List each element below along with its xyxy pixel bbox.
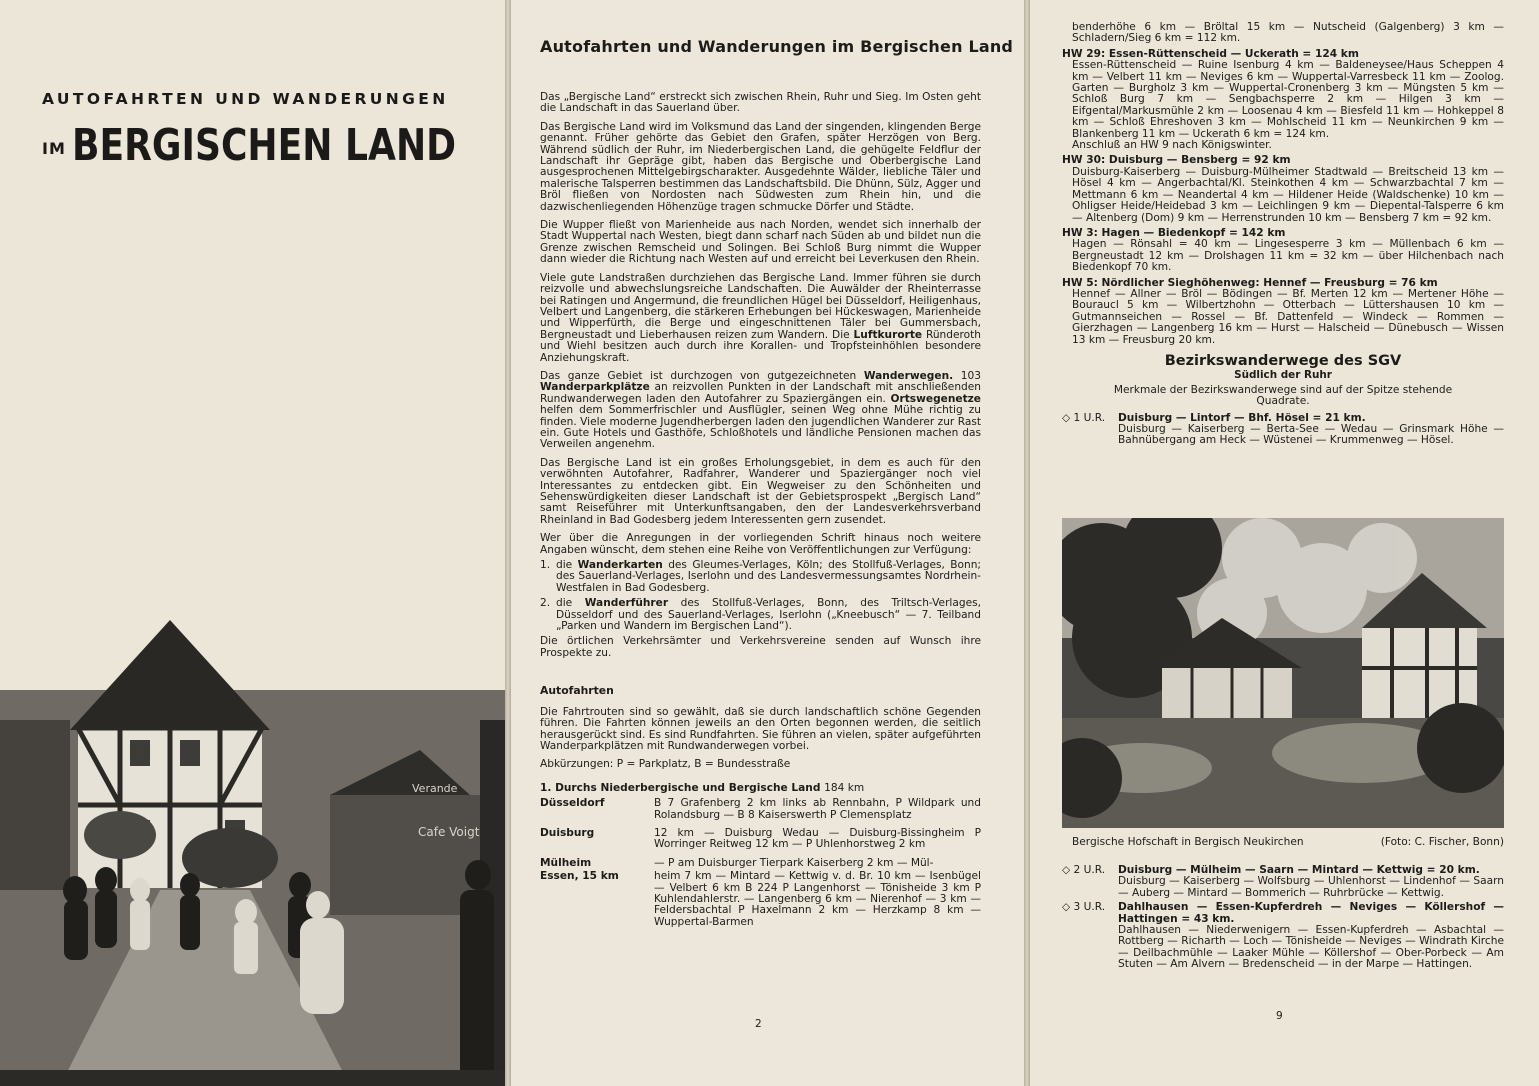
hw-entry: HW 30: Duisburg — Bensberg = 92 km Duisburg-Kaiserberg — Duisburg-Mülheimer Stadtwald — Breitscheid 13 km — Hösel 4 km — Angerbachtal/Kl. Steinkothen 4 km — Schwarzbachtal 7 km — Mettmann 6 km — Neandertal 4 km — Hildener Heide (Waldschenke) 10 km — Ohligser Heide/Heidebad 3 km — Leichlingen 9 km — Diepental-Talsperre 6 km — Altenberg (Dom) 9 km — Herrenstrunden 10 km — Bensberg 7 km = 92 km. — [1062, 154, 1504, 224]
page-9 — [1030, 0, 1539, 1086]
route-1-title: 1. Durchs Niederbergische und Bergische Land 184 km — [540, 781, 865, 794]
intro-paragraph-4: Viele gute Landstraßen durchziehen das Bergische Land. Immer führen sie durch reizvolle und abwechslungsreiche Landschaften. Die Auwälder der Rheinterrasse bei Ratingen und Angermund, die freundlichen Hügel bei Düsseldorf, Heiligenhaus, Velbert und Langenberg, die stärkeren Erhebungen bei Hückeswagen, Marienheide und Wipperfürth, die Berge und eingeschnittenen Täler bei Gummersbach, Bergneustadt und Lieberhausen reizen zum Wandern. Die Luftkurorte Ründeroth und Wiehl besitzen auch durch ihre Korallen- und Tropfsteinhöhlen besondere Anziehungskraft. — [540, 271, 981, 364]
intro-paragraph-2: Das Bergische Land wird im Volksmund das Land der singenden, klingenden Berge genannt. Früher gehörte das Gebiet den Grafen, später Herzögen von Berg. Während südlich der Ruhr, im Niederbergischen Land, die gehügelte Feldflur der Landschaft ihr Gepräge gibt, haben das Bergische und Oberbergische Land ausgesprochenen Mittelgebirgscharakter. Ausgedehnte Wälder, liebliche Täler und malerische Talsperren bestimmen das Landschaftsbild. Die Dhünn, Sülz, Agger und Bröl fließen von Nordosten nach Südwesten zum Rhein hin, und die dazwischenliegenden Höhenzüge tragen schmucke Dörfer und Städte. — [540, 120, 981, 213]
sgv-subheading: Südlich der Ruhr — [1234, 369, 1332, 382]
hofschaft-photo — [1062, 518, 1504, 828]
page-number: 2 — [755, 1018, 762, 1030]
photo-caption: Bergische Hofschaft in Bergisch Neukirchen — [1072, 836, 1304, 848]
ur-entry: ◇ 1 U.R. Duisburg — Lintorf — Bhf. Hösel = 21 km. Duisburg — Kaiserberg — Berta-See — Wedau — Grinsmark Höhe — Bahnübergang am Heck — Wüstenei — Krummenweg — Hösel. — [1062, 411, 1504, 447]
page-number: 9 — [1276, 1010, 1283, 1022]
route-location: Düsseldorf — [540, 797, 605, 810]
autofahrten-paragraph: Die Fahrtrouten sind so gewählt, daß sie durch landschaftlich schöne Gegenden führen. Die Fahrten können jeweils an den Orten begonnen werden, die seitlich herausgerückt sind. Es sind Rundfahrten. Sie führen an vielen, später aufgeführten Wanderparkplätzen mit Rundwanderwegen vorbei. — [540, 705, 981, 752]
route-description: B 7 Grafenberg 2 km links ab Rennbahn, P Wildpark und Rolandsburg — B 8 Kaiserswerth P Clemensplatz — [654, 797, 981, 821]
route-1-table — [540, 798, 981, 928]
photo-caption-row — [1072, 836, 1504, 848]
route-location: Mülheim — [540, 856, 592, 869]
list-item: 2. die Wanderführer des Stollfuß-Verlages, Bonn, des Triltsch-Verlages, Düsseldorf und des Sauerland-Verlages, Iserlohn („Kneebusch“ — 7. Teilband „Parken und Wandern im Bergischen Land“). — [540, 597, 981, 633]
list-item: 1. die Wanderkarten des Gleumes-Verlages, Köln; des Stollfuß-Verlages, Bonn; des Sauerland-Verlages, Iserlohn und des Landesvermessungsamtes Nordrhein-Westfalen in Bad Godesberg. — [540, 559, 981, 594]
route-description: — P am Duisburger Tierpark Kaiserberg 2 km — Mül- — [654, 856, 934, 869]
cover-title — [42, 120, 505, 171]
cover-photo — [0, 600, 505, 1086]
cover-title-prefix: IM — [42, 139, 66, 158]
intro-paragraph-8: Die örtlichen Verkehrsämter und Verkehrsvereine senden auf Wunsch ihre Prospekte zu. — [540, 635, 981, 659]
intro-paragraph-1: Das „Bergische Land“ erstreckt sich zwischen Rhein, Ruhr und Sieg. Im Osten geht die Landschaft in das Sauerland über. — [540, 91, 981, 115]
sgv-routes — [1062, 865, 1504, 974]
hw-entry: HW 5: Nördlicher Sieghöhenweg: Hennef — Freusburg = 76 km Hennef — Allner — Bröl — Bödingen — Bf. Merten 12 km — Mertener Höhe — Bouraucl 5 km — Wilbertzhohn — Otterbach — Lüttershausen 10 km — Gutmannseichen — Rossel — Bf. Dattenfeld — Windeck — Rommen — Gierzhagen — Langenberg 16 km — Hurst — Halscheid — Dünebusch — Wissen 13 km — Freusburg 20 km. — [1062, 276, 1504, 346]
autofahrten-heading: Autofahrten — [540, 684, 614, 698]
intro-paragraph-3: Die Wupper fließt von Marienheide aus nach Norden, wendet sich innerhalb der Stadt Wuppertal nach Westen, biegt dann scharf nach Süden ab und bildet nun die Grenze zwischen Remscheid und Solingen. Bei Schloß Burg nimmt die Wupper dann wieder die Richtung nach Westen auf und erreicht bei Leverkusen den Rhein. — [540, 219, 981, 266]
sign-cafe-voigt: Cafe Voigt — [418, 825, 480, 839]
route-description: 12 km — Duisburg Wedau — Duisburg-Bissingheim P Worringer Reitweg 12 km — P Uhlenhorstweg 2 km — [654, 826, 981, 851]
page-2-heading: Autofahrten und Wanderungen im Bergischen Land — [540, 37, 1014, 56]
sign-verande: Verande — [412, 782, 458, 795]
hw-entry: HW 3: Hagen — Biedenkopf = 142 km Hagen — Rönsahl = 40 km — Lingesesperre 3 km — Müllenbach 6 km — Bergneustadt 12 km — Drolshagen 11 km = 32 km — über Hilchenbach nach Biedenkopf 70 km. — [1062, 226, 1504, 274]
page-2-body — [540, 92, 981, 928]
photo-credit: (Foto: C. Fischer, Bonn) — [1380, 836, 1504, 848]
ur-entry: ◇ 2 U.R. Duisburg — Mülheim — Saarn — Mintard — Kettwig = 20 km. Duisburg — Kaiserberg — Wolfsburg — Uhlenhorst — Lindenhof — Saarn — Auberg — Mintard — Bommerich — Ruhrbrücke — Kettwig. — [1062, 864, 1504, 899]
hw-continuation: benderhöhe 6 km — Bröltal 15 km — Nutscheid (Galgenberg) 3 km — Schladern/Sieg 6 km = 112 km. — [1072, 21, 1504, 45]
cover-kicker: AUTOFAHRTEN UND WANDERUNGEN — [42, 90, 449, 108]
intro-paragraph-6: Das Bergische Land ist ein großes Erholungsgebiet, in dem es auch für den verwöhnten Autofahrer, Radfahrer, Wanderer und Spaziergänger noch viel Interessantes zu entdecken gibt. Ein Wegweiser zu den Schönheiten und Sehenswürdigkeiten dieser Landschaft ist der Gebietsprospekt „Bergisch Land“ samt Reiseführer mit Unterkunftsangaben, den der Landesverkehrsverband Rheinland in Bad Godesberg jedem Interessenten gern zusendet. — [540, 456, 981, 526]
intro-paragraph-7: Wer über die Anregungen in der vorliegenden Schrift hinaus noch weitere Angaben wünscht, dem stehen eine Reihe von Veröffentlichungen zur Verfügung: — [540, 532, 981, 556]
cover-panel — [0, 0, 505, 1086]
hauptwanderwege-list — [1062, 22, 1504, 450]
hw-entry: HW 29: Essen-Rüttenscheid — Uckerath = 124 km Essen-Rüttenscheid — Ruine Isenburg 4 km — Baldeneysee/Haus Scheppen 4 km — Velbert 11 km — Neviges 6 km — Wuppertal-Varresbeck 11 km — Zoolog. Garten — Burgholz 3 km — Wuppertal-Cronenberg 3 km — Müngsten 5 km — Schloß Burg 7 km — Sengbachsperre 2 km — Hilgen 3 km — Eifgental/Markusmühle 2 km — Loosenau 4 km — Biesfeld 11 km — Hohkeppel 8 km — Schloß Ehreshoven 3 km — Mohlscheid 11 km — Neunkirchen 9 km — Blankenberg 11 km — Uckerath 6 km = 124 km. Anschluß an HW 9 nach Königswinter. — [1062, 47, 1504, 152]
page-2 — [511, 0, 1024, 1086]
cover-title-main: BERGISCHEN LAND — [71, 120, 456, 171]
sgv-note: Merkmale der Bezirkswanderwege sind auf der Spitze stehende Quadrate. — [1113, 383, 1453, 408]
route-location: Duisburg — [540, 826, 595, 839]
route-description: heim 7 km — Mintard — Kettwig v. d. Br. 10 km — Isenbügel — Velbert 6 km B 224 P Langenhorst — Tönisheide 3 km P Kuhlendahlerstr. — Langenberg 6 km — Nierenhof — 3 km — Feldersbachtal P Haxelmann 2 km — Herzkamp 8 km — Wuppertal-Barmen — [654, 870, 981, 928]
sgv-heading: Bezirkswanderwege des SGV — [1164, 352, 1402, 369]
route-location: Essen, 15 km — [540, 870, 619, 883]
ur-entry: ◇ 3 U.R. Dahlhausen — Essen-Kupferdreh — Neviges — Köllershof — Hattingen = 43 km. Dahlhausen — Niederwenigern — Essen-Kupferdreh — Asbachtal — Rottberg — Richarth — Loch — Tönisheide — Neviges — Windrath Kirche — Deilbachmühle — Laaker Mühle — Köllershof — Ober-Porbeck — Am Stuten — Am Alvern — Bredenscheid — in der Marpe — Hattingen. — [1062, 901, 1504, 971]
intro-paragraph-5: Das ganze Gebiet ist durchzogen von gutgezeichneten Wanderwegen. 103 Wanderparkplätze an reizvollen Punkten in der Landschaft mit anschließenden Rundwanderwegen laden den Autofahrer zu Spaziergängen ein. Ortswegenetze helfen dem Sommerfrischler und Ausflügler, seinen Weg ohne Mühe richtig zu finden. Viele moderne Jugendherbergen laden den jugendlichen Wanderer zur Rast ein. Gute Hotels und Gasthöfe, Schloßhotels und ländliche Pensionen machen das Verweilen angenehm. — [540, 369, 981, 451]
abbreviations: Abkürzungen: P = Parkplatz, B = Bundesstraße — [540, 758, 791, 771]
